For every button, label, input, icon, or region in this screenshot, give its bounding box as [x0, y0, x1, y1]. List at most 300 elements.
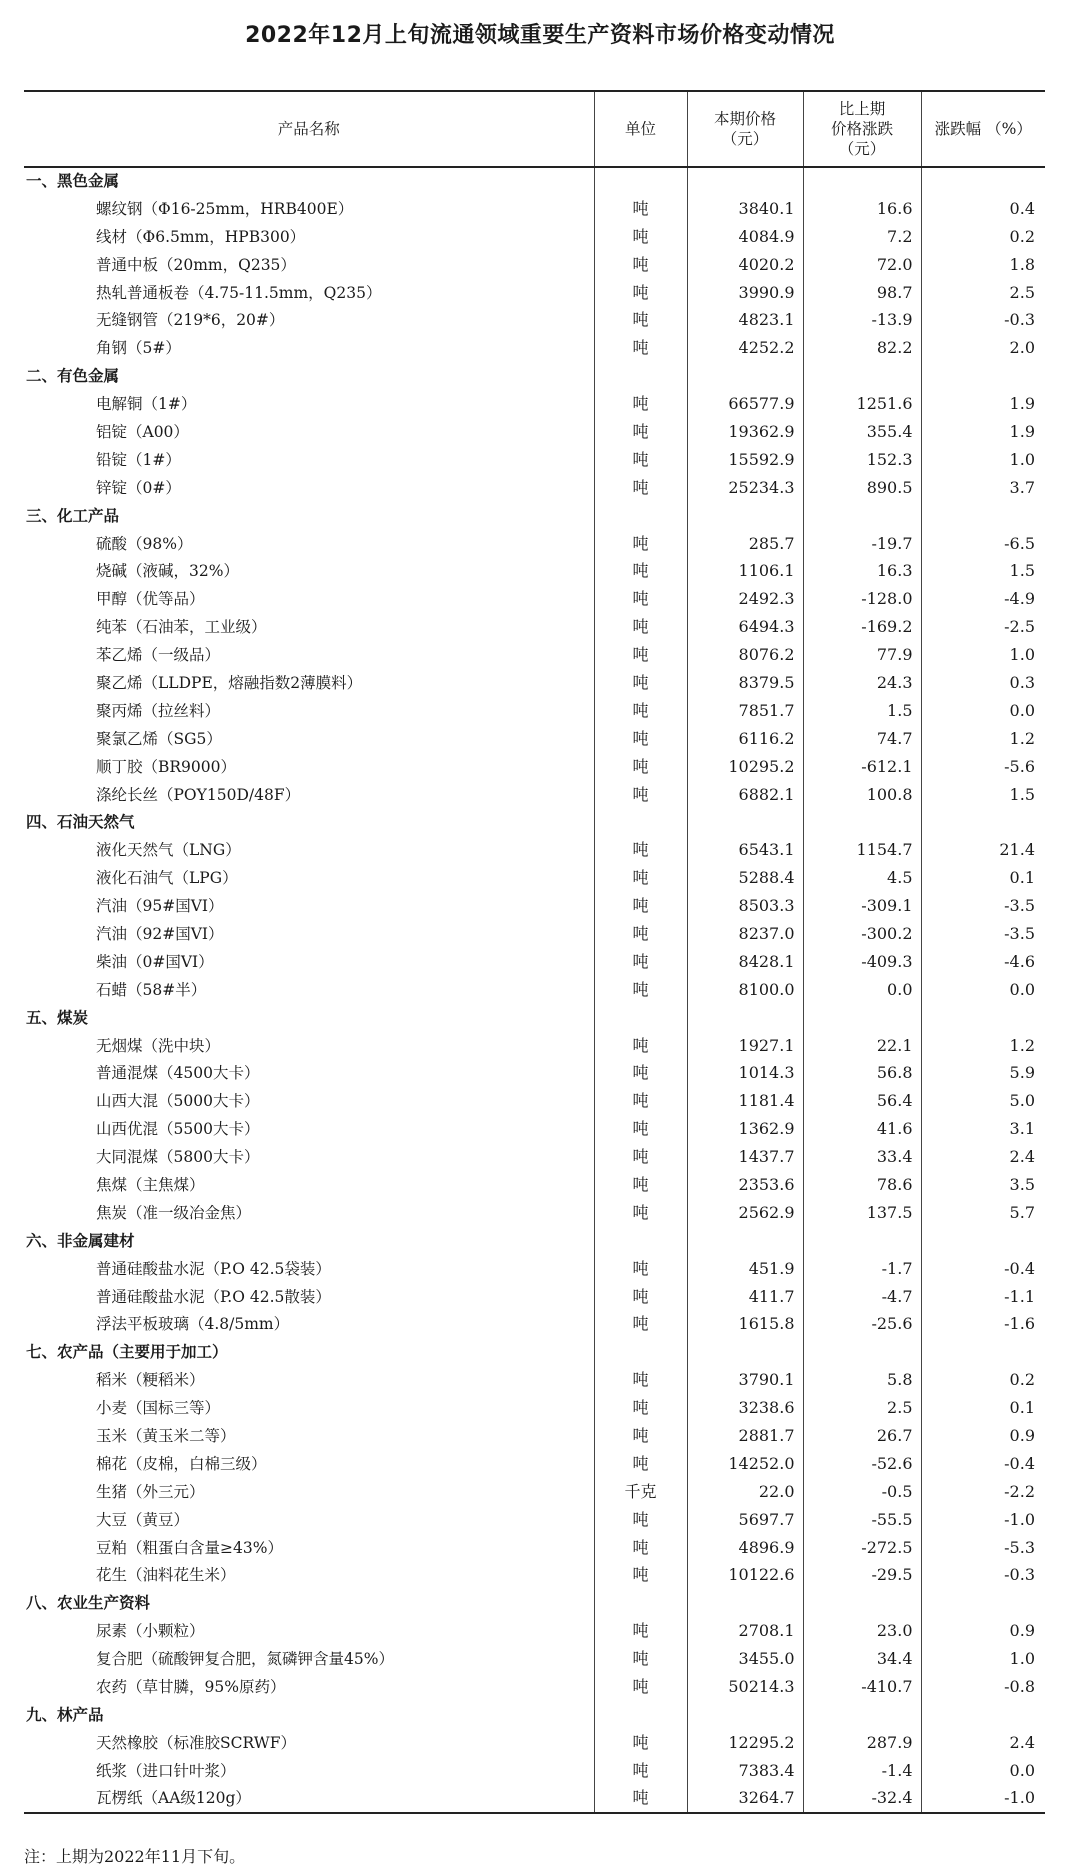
category-empty-cell	[687, 1701, 803, 1729]
percent-change-cell: -3.5	[921, 920, 1045, 948]
price-cell: 4252.2	[687, 334, 803, 362]
price-change-cell: 41.6	[803, 1115, 921, 1143]
category-empty-cell	[594, 1701, 687, 1729]
table-row	[24, 1506, 1045, 1534]
price-cell: 3790.1	[687, 1366, 803, 1394]
unit-cell: 吨	[594, 279, 687, 307]
price-cell: 4896.9	[687, 1534, 803, 1562]
category-empty-cell	[594, 1589, 687, 1617]
category-row	[24, 502, 1045, 530]
unit-cell: 千克	[594, 1478, 687, 1506]
category-empty-cell	[687, 808, 803, 836]
unit-cell: 吨	[594, 1143, 687, 1171]
category-empty-cell	[803, 1227, 921, 1255]
unit-cell: 吨	[594, 1729, 687, 1757]
unit-cell: 吨	[594, 334, 687, 362]
unit-cell: 吨	[594, 725, 687, 753]
category-empty-cell	[687, 362, 803, 390]
price-change-cell: 152.3	[803, 446, 921, 474]
price-change-cell: -0.5	[803, 1478, 921, 1506]
unit-cell: 吨	[594, 1534, 687, 1562]
percent-change-cell: -2.2	[921, 1478, 1045, 1506]
product-name-cell: 农药（草甘膦，95%原药）	[96, 1678, 286, 1697]
category-label: 九、林产品	[26, 1705, 104, 1724]
unit-cell: 吨	[594, 1617, 687, 1645]
product-name-cell: 甲醇（优等品）	[96, 590, 205, 609]
table-row	[24, 781, 1045, 809]
unit-cell: 吨	[594, 1785, 687, 1813]
price-cell: 6116.2	[687, 725, 803, 753]
percent-change-cell: 1.2	[921, 1032, 1045, 1060]
category-empty-cell	[594, 362, 687, 390]
unit-cell: 吨	[594, 892, 687, 920]
table-row	[24, 1729, 1045, 1757]
percent-change-cell: -1.1	[921, 1283, 1045, 1311]
price-change-cell: -25.6	[803, 1311, 921, 1339]
percent-change-cell: -4.6	[921, 948, 1045, 976]
table-row	[24, 223, 1045, 251]
category-empty-cell	[921, 502, 1045, 530]
table-row	[24, 1311, 1045, 1339]
unit-cell: 吨	[594, 836, 687, 864]
product-name-cell: 大同混煤（5800大卡）	[96, 1148, 260, 1167]
price-change-cell: 0.0	[803, 976, 921, 1004]
price-change-cell: -169.2	[803, 613, 921, 641]
percent-change-cell: -2.5	[921, 613, 1045, 641]
price-change-cell: 890.5	[803, 474, 921, 502]
percent-change-cell: 5.9	[921, 1060, 1045, 1088]
price-change-cell: 1.5	[803, 697, 921, 725]
table-row	[24, 1115, 1045, 1143]
unit-cell: 吨	[594, 557, 687, 585]
price-change-cell: 78.6	[803, 1171, 921, 1199]
table-row	[24, 836, 1045, 864]
product-name-cell: 苯乙烯（一级品）	[96, 646, 221, 665]
price-change-cell: -612.1	[803, 753, 921, 781]
category-row	[24, 808, 1045, 836]
header-price-line: （元）	[721, 130, 769, 148]
percent-change-cell: 2.5	[921, 279, 1045, 307]
percent-change-cell: -5.3	[921, 1534, 1045, 1562]
percent-change-cell: -1.6	[921, 1311, 1045, 1339]
price-cell: 10295.2	[687, 753, 803, 781]
price-cell: 2562.9	[687, 1199, 803, 1227]
product-name-cell: 电解铜（1#）	[96, 395, 197, 414]
percent-change-cell: 1.0	[921, 641, 1045, 669]
table-row	[24, 251, 1045, 279]
category-label: 一、黑色金属	[26, 172, 120, 191]
table-row	[24, 613, 1045, 641]
percent-change-cell: 0.2	[921, 223, 1045, 251]
price-change-cell: 33.4	[803, 1143, 921, 1171]
price-cell: 12295.2	[687, 1729, 803, 1757]
price-cell: 1106.1	[687, 557, 803, 585]
price-cell: 1014.3	[687, 1060, 803, 1088]
product-name-cell: 普通中板（20mm，Q235）	[96, 255, 296, 274]
category-row	[24, 362, 1045, 390]
category-empty-cell	[921, 1701, 1045, 1729]
table-row	[24, 864, 1045, 892]
percent-change-cell: 1.5	[921, 557, 1045, 585]
table-row	[24, 1366, 1045, 1394]
product-name-cell: 玉米（黄玉米二等）	[96, 1427, 236, 1446]
percent-change-cell: -4.9	[921, 585, 1045, 613]
category-row	[24, 1589, 1045, 1617]
product-name-cell: 汽油（92#国VI）	[96, 924, 224, 943]
price-change-cell: 355.4	[803, 418, 921, 446]
percent-change-cell: 0.4	[921, 195, 1045, 223]
price-change-cell: 22.1	[803, 1032, 921, 1060]
price-cell: 15592.9	[687, 446, 803, 474]
table-row	[24, 725, 1045, 753]
header-price-line: 本期价格	[713, 110, 776, 128]
price-change-cell: 26.7	[803, 1422, 921, 1450]
unit-cell: 吨	[594, 1562, 687, 1590]
product-name-cell: 复合肥（硫酸钾复合肥，氮磷钾含量45%）	[96, 1650, 394, 1669]
price-change-cell: 24.3	[803, 669, 921, 697]
product-name-cell: 铅锭（1#）	[96, 450, 181, 469]
percent-change-cell: 21.4	[921, 836, 1045, 864]
header-product-name: 产品名称	[277, 120, 340, 138]
price-change-cell: 82.2	[803, 334, 921, 362]
price-change-cell: -409.3	[803, 948, 921, 976]
category-empty-cell	[594, 1227, 687, 1255]
category-empty-cell	[687, 1589, 803, 1617]
category-empty-cell	[687, 1227, 803, 1255]
unit-cell: 吨	[594, 1087, 687, 1115]
product-name-cell: 大豆（黄豆）	[96, 1510, 190, 1529]
table-row	[24, 474, 1045, 502]
table-row	[24, 1171, 1045, 1199]
table-row	[24, 585, 1045, 613]
unit-cell: 吨	[594, 1115, 687, 1143]
price-change-cell: 1154.7	[803, 836, 921, 864]
product-name-cell: 顺丁胶（BR9000）	[96, 757, 237, 776]
price-change-cell: 23.0	[803, 1617, 921, 1645]
category-empty-cell	[921, 1589, 1045, 1617]
category-empty-cell	[594, 1338, 687, 1366]
category-empty-cell	[921, 167, 1045, 195]
unit-cell: 吨	[594, 585, 687, 613]
product-name-cell: 稻米（粳稻米）	[96, 1371, 205, 1390]
table-row	[24, 892, 1045, 920]
table-row	[24, 1143, 1045, 1171]
price-cell: 5288.4	[687, 864, 803, 892]
price-cell: 4020.2	[687, 251, 803, 279]
price-change-cell: 72.0	[803, 251, 921, 279]
table-row	[24, 1757, 1045, 1785]
product-name-cell: 花生（油料花生米）	[96, 1566, 236, 1585]
category-empty-cell	[687, 1338, 803, 1366]
price-change-cell: -52.6	[803, 1450, 921, 1478]
percent-change-cell: 1.0	[921, 446, 1045, 474]
product-name-cell: 山西大混（5000大卡）	[96, 1092, 260, 1111]
price-change-cell: 100.8	[803, 781, 921, 809]
price-change-cell: 77.9	[803, 641, 921, 669]
percent-change-cell: 5.0	[921, 1087, 1045, 1115]
category-row	[24, 1227, 1045, 1255]
product-name-cell: 无烟煤（洗中块）	[96, 1036, 221, 1055]
category-empty-cell	[803, 167, 921, 195]
percent-change-cell: -1.0	[921, 1785, 1045, 1813]
price-change-cell: -309.1	[803, 892, 921, 920]
category-empty-cell	[687, 167, 803, 195]
footnote: 注：上期为2022年11月下旬。	[24, 1847, 246, 1866]
percent-change-cell: 0.0	[921, 976, 1045, 1004]
price-cell: 3264.7	[687, 1785, 803, 1813]
price-change-cell: -55.5	[803, 1506, 921, 1534]
unit-cell: 吨	[594, 195, 687, 223]
category-empty-cell	[594, 808, 687, 836]
product-name-cell: 锌锭（0#）	[96, 478, 181, 497]
category-row	[24, 1338, 1045, 1366]
price-change-cell: 7.2	[803, 223, 921, 251]
product-name-cell: 螺纹钢（Φ16-25mm，HRB400E）	[96, 199, 354, 218]
product-name-cell: 焦炭（准一级冶金焦）	[96, 1203, 252, 1222]
price-cell: 4823.1	[687, 306, 803, 334]
product-name-cell: 棉花（皮棉，白棉三级）	[96, 1454, 267, 1473]
category-empty-cell	[594, 167, 687, 195]
product-name-cell: 聚丙烯（拉丝料）	[96, 701, 221, 720]
unit-cell: 吨	[594, 781, 687, 809]
table-row	[24, 446, 1045, 474]
product-name-cell: 烧碱（液碱，32%）	[96, 562, 239, 581]
category-row	[24, 1004, 1045, 1032]
percent-change-cell: 1.2	[921, 725, 1045, 753]
price-cell: 2708.1	[687, 1617, 803, 1645]
price-cell: 4084.9	[687, 223, 803, 251]
price-change-cell: -300.2	[803, 920, 921, 948]
table-row	[24, 1562, 1045, 1590]
product-name-cell: 小麦（国标三等）	[96, 1399, 221, 1418]
percent-change-cell: -0.4	[921, 1255, 1045, 1283]
unit-cell: 吨	[594, 948, 687, 976]
price-cell: 5697.7	[687, 1506, 803, 1534]
unit-cell: 吨	[594, 530, 687, 558]
percent-change-cell: 1.9	[921, 418, 1045, 446]
product-name-cell: 瓦楞纸（AA级120g）	[96, 1789, 251, 1808]
price-cell: 8237.0	[687, 920, 803, 948]
unit-cell: 吨	[594, 1506, 687, 1534]
price-cell: 25234.3	[687, 474, 803, 502]
category-label: 三、化工产品	[26, 506, 120, 525]
table-row	[24, 195, 1045, 223]
price-cell: 22.0	[687, 1478, 803, 1506]
product-name-cell: 涤纶长丝（POY150D/48F）	[96, 785, 301, 804]
price-cell: 8503.3	[687, 892, 803, 920]
price-change-cell: -1.7	[803, 1255, 921, 1283]
price-change-cell: 137.5	[803, 1199, 921, 1227]
unit-cell: 吨	[594, 251, 687, 279]
product-name-cell: 石蜡（58#半）	[96, 980, 207, 999]
price-cell: 285.7	[687, 530, 803, 558]
product-name-cell: 线材（Φ6.5mm，HPB300）	[96, 227, 306, 246]
price-cell: 451.9	[687, 1255, 803, 1283]
table-row	[24, 1478, 1045, 1506]
table-row	[24, 976, 1045, 1004]
table-row	[24, 557, 1045, 585]
category-empty-cell	[921, 1338, 1045, 1366]
price-cell: 3840.1	[687, 195, 803, 223]
category-empty-cell	[687, 1004, 803, 1032]
percent-change-cell: 0.2	[921, 1366, 1045, 1394]
unit-cell: 吨	[594, 920, 687, 948]
category-empty-cell	[921, 808, 1045, 836]
category-label: 六、非金属建材	[26, 1231, 135, 1250]
table-row	[24, 1645, 1045, 1673]
percent-change-cell: -0.4	[921, 1450, 1045, 1478]
percent-change-cell: -3.5	[921, 892, 1045, 920]
product-name-cell: 热轧普通板卷（4.75-11.5mm，Q235）	[96, 283, 382, 302]
table-row	[24, 306, 1045, 334]
percent-change-cell: 0.1	[921, 1394, 1045, 1422]
product-name-cell: 无缝钢管（219*6，20#）	[96, 311, 285, 330]
product-name-cell: 焦煤（主焦煤）	[96, 1176, 205, 1194]
price-cell: 14252.0	[687, 1450, 803, 1478]
price-change-cell: 56.8	[803, 1060, 921, 1088]
category-empty-cell	[803, 808, 921, 836]
price-cell: 66577.9	[687, 390, 803, 418]
price-change-cell: 98.7	[803, 279, 921, 307]
price-cell: 1615.8	[687, 1311, 803, 1339]
price-change-cell: 1251.6	[803, 390, 921, 418]
unit-cell: 吨	[594, 1673, 687, 1701]
price-change-cell: 74.7	[803, 725, 921, 753]
table-row	[24, 753, 1045, 781]
product-name-cell: 硫酸（98%）	[96, 534, 193, 553]
table-row	[24, 697, 1045, 725]
product-name-cell: 聚乙烯（LLDPE，熔融指数2薄膜料）	[96, 673, 363, 692]
table-row	[24, 1394, 1045, 1422]
percent-change-cell: 0.1	[921, 864, 1045, 892]
product-name-cell: 液化石油气（LPG）	[96, 869, 238, 888]
category-empty-cell	[803, 1589, 921, 1617]
price-change-cell: -32.4	[803, 1785, 921, 1813]
percent-change-cell: 3.5	[921, 1171, 1045, 1199]
document-title: 2022年12月上旬流通领域重要生产资料市场价格变动情况	[245, 23, 835, 48]
header-change-line: 比上期	[838, 100, 886, 118]
price-change-cell: 2.5	[803, 1394, 921, 1422]
category-empty-cell	[803, 1338, 921, 1366]
unit-cell: 吨	[594, 1422, 687, 1450]
category-label: 二、有色金属	[26, 367, 120, 386]
unit-cell: 吨	[594, 1199, 687, 1227]
category-row	[24, 167, 1045, 195]
product-name-cell: 铝锭（A00）	[96, 422, 189, 441]
category-empty-cell	[803, 362, 921, 390]
table-row	[24, 1060, 1045, 1088]
table-row	[24, 1534, 1045, 1562]
price-table	[24, 90, 1045, 1814]
price-cell: 6543.1	[687, 836, 803, 864]
price-cell: 8100.0	[687, 976, 803, 1004]
header-change-line: （元）	[838, 140, 886, 158]
table-row	[24, 279, 1045, 307]
header-change	[803, 91, 921, 167]
percent-change-cell: -5.6	[921, 753, 1045, 781]
price-change-cell: -410.7	[803, 1673, 921, 1701]
price-change-cell: -272.5	[803, 1534, 921, 1562]
unit-cell: 吨	[594, 613, 687, 641]
price-cell: 8428.1	[687, 948, 803, 976]
table-body	[24, 167, 1045, 1813]
category-empty-cell	[594, 1004, 687, 1032]
percent-change-cell: 0.3	[921, 669, 1045, 697]
unit-cell: 吨	[594, 641, 687, 669]
table-row	[24, 530, 1045, 558]
percent-change-cell: 5.7	[921, 1199, 1045, 1227]
table-row	[24, 1450, 1045, 1478]
product-name-cell: 柴油（0#国VI）	[96, 952, 214, 971]
percent-change-cell: 0.9	[921, 1422, 1045, 1450]
unit-cell: 吨	[594, 1283, 687, 1311]
unit-cell: 吨	[594, 1311, 687, 1339]
price-cell: 3238.6	[687, 1394, 803, 1422]
price-cell: 1362.9	[687, 1115, 803, 1143]
price-cell: 7851.7	[687, 697, 803, 725]
unit-cell: 吨	[594, 1645, 687, 1673]
unit-cell: 吨	[594, 976, 687, 1004]
price-cell: 7383.4	[687, 1757, 803, 1785]
percent-change-cell: 0.9	[921, 1617, 1045, 1645]
table-row	[24, 418, 1045, 446]
category-empty-cell	[803, 502, 921, 530]
unit-cell: 吨	[594, 1757, 687, 1785]
price-cell: 2881.7	[687, 1422, 803, 1450]
price-change-cell: -29.5	[803, 1562, 921, 1590]
price-change-cell: -19.7	[803, 530, 921, 558]
price-change-cell: 16.6	[803, 195, 921, 223]
price-cell: 8379.5	[687, 669, 803, 697]
product-name-cell: 普通混煤（4500大卡）	[96, 1064, 260, 1083]
unit-cell: 吨	[594, 1255, 687, 1283]
unit-cell: 吨	[594, 1450, 687, 1478]
price-change-cell: -1.4	[803, 1757, 921, 1785]
product-name-cell: 生猪（外三元）	[96, 1482, 205, 1501]
category-label: 七、农产品（主要用于加工）	[26, 1343, 228, 1362]
percent-change-cell: 1.9	[921, 390, 1045, 418]
table-row	[24, 1617, 1045, 1645]
category-empty-cell	[921, 362, 1045, 390]
unit-cell: 吨	[594, 669, 687, 697]
percent-change-cell: 0.0	[921, 697, 1045, 725]
price-cell: 2492.3	[687, 585, 803, 613]
unit-cell: 吨	[594, 1171, 687, 1199]
price-change-cell: -13.9	[803, 306, 921, 334]
header-price	[687, 91, 803, 167]
unit-cell: 吨	[594, 1394, 687, 1422]
unit-cell: 吨	[594, 753, 687, 781]
percent-change-cell: 2.4	[921, 1143, 1045, 1171]
percent-change-cell: 1.0	[921, 1645, 1045, 1673]
table-row	[24, 1087, 1045, 1115]
price-cell: 6494.3	[687, 613, 803, 641]
product-name-cell: 尿素（小颗粒）	[96, 1622, 205, 1641]
percent-change-cell: -0.3	[921, 306, 1045, 334]
percent-change-cell: -0.3	[921, 1562, 1045, 1590]
product-name-cell: 纸浆（进口针叶浆）	[96, 1761, 236, 1780]
unit-cell: 吨	[594, 474, 687, 502]
table-row	[24, 1673, 1045, 1701]
unit-cell: 吨	[594, 1060, 687, 1088]
table-row	[24, 1283, 1045, 1311]
price-change-cell: -4.7	[803, 1283, 921, 1311]
price-change-cell: 4.5	[803, 864, 921, 892]
percent-change-cell: -6.5	[921, 530, 1045, 558]
product-name-cell: 角钢（5#）	[96, 339, 181, 358]
table-row	[24, 641, 1045, 669]
percent-change-cell: 3.7	[921, 474, 1045, 502]
